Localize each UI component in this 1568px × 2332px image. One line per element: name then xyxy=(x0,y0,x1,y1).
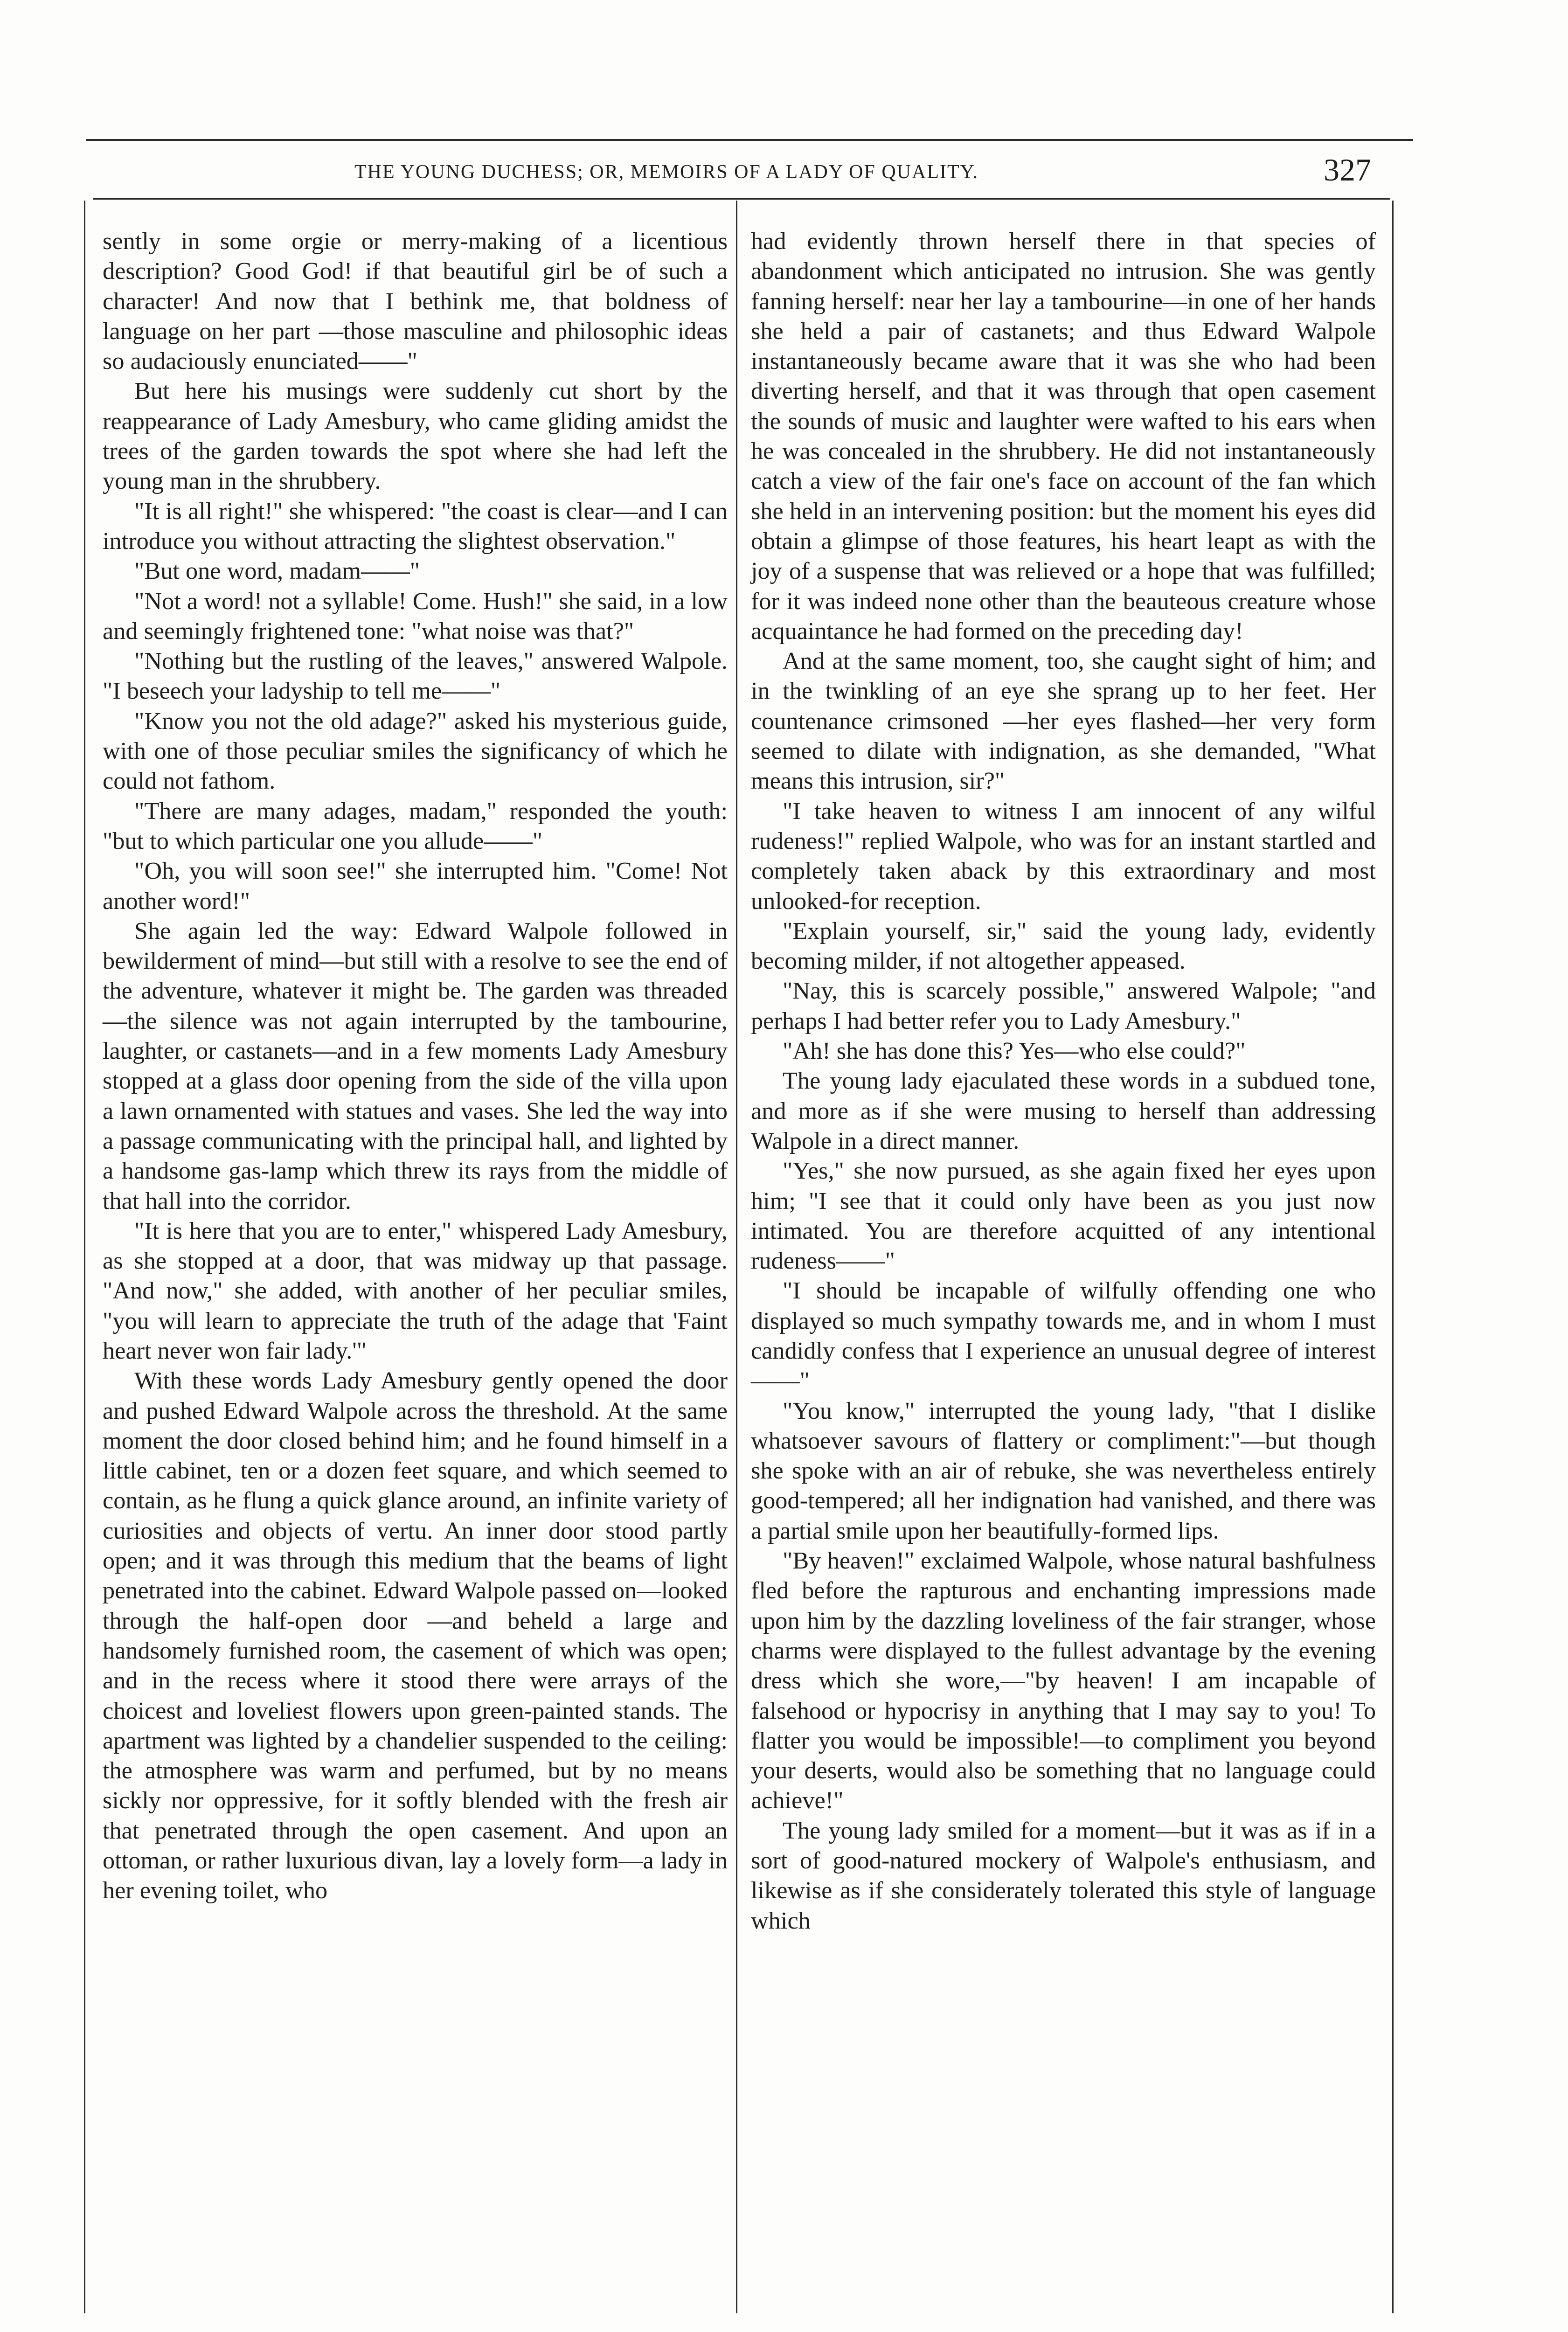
paragraph: "I should be incapable of wilfully offending one who displayed so much sympathy towards me, and in whom I must candidly confess that I experience an unusual degree of interest——" xyxy=(751,1277,1376,1395)
paragraph: "It is all right!" she whispered: "the coast is clear—and I can introduce you without attracting the slightest observation." xyxy=(103,497,728,555)
paragraph: "But one word, madam——" xyxy=(134,557,420,585)
right-column xyxy=(751,226,1376,1936)
paragraph: "Know you not the old adage?" asked his mysterious guide, with one of those peculiar smiles the significancy of which he could not fathom. xyxy=(103,707,728,795)
paragraph: The young lady ejaculated these words in a subdued tone, and more as if she were musing to herself than addressing Walpole in a direct manner. xyxy=(751,1067,1376,1154)
paragraph: "Nay, this is scarcely possible," answered Walpole; "and perhaps I had better refer you to Lady Amesbury." xyxy=(751,977,1376,1034)
page-header xyxy=(107,152,1371,196)
paragraph: "Ah! she has done this? Yes—who else could?" xyxy=(783,1037,1246,1065)
header-rule xyxy=(93,198,1390,200)
paragraph: "By heaven!" exclaimed Walpole, whose natural bashfulness fled before the rapturous and enchanting impressions made upon him by the dazzling loveliness of the fair stranger, whose charms were displayed to the fullest advantage by the evening dress which she wore,—"by heaven! I am incapable of falsehood or hypocrisy in anything that I may say to you! To flatter you would be impossible!—to compliment you beyond your deserts, would also be something that no language could achieve!" xyxy=(751,1547,1376,1814)
column-divider xyxy=(736,201,737,2313)
paragraph: "Nothing but the rustling of the leaves," answered Walpole. "I beseech your ladyship to tell me——" xyxy=(103,647,728,705)
paragraph: The young lady smiled for a moment—but it was as if in a sort of good-natured mockery of Walpole's enthusiasm, and likewise as if she considerately tolerated this style of language which xyxy=(751,1817,1376,1934)
paragraph: "There are many adages, madam," responded the youth: "but to which particular one you allude——" xyxy=(103,797,728,854)
paragraph: "Yes," she now pursued, as she again fixed her eyes upon him; "I see that it could only have been as you just now intimated. You are therefore acquitted of any intentional rudeness——" xyxy=(751,1157,1376,1275)
paragraph: sently in some orgie or merry-making of a licentious description? Good God! if that beautiful girl be of such a character! And now that I bethink me, that boldness of language on her part —those masculine and philosophic ideas so audaciously enunciated——" xyxy=(103,228,728,375)
paragraph: "Oh, you will soon see!" she interrupted him. "Come! Not another word!" xyxy=(103,857,728,915)
running-title: THE YOUNG DUCHESS; OR, MEMOIRS OF A LADY OF QUALITY. xyxy=(354,161,979,183)
paragraph: "Not a word! not a syllable! Come. Hush!" she said, in a low and seemingly frightened tone: "what noise was that?" xyxy=(103,587,728,645)
right-border-rule xyxy=(1392,201,1394,2313)
paragraph: "You know," interrupted the young lady, "that I dislike whatsoever savours of flattery or compliment:"—but though she spoke with an air of rebuke, she was nevertheless entirely good-tempered; all her indignation had vanished, and there was a partial smile upon her beautifully-formed lips. xyxy=(751,1397,1376,1544)
paragraph: "It is here that you are to enter," whispered Lady Amesbury, as she stopped at a door, that was midway up that passage. "And now," she added, with another of her peculiar smiles, "you will learn to appreciate the truth of the adage that 'Faint heart never won fair lady.'" xyxy=(103,1217,728,1364)
top-rule xyxy=(86,139,1413,141)
text-body xyxy=(0,201,1568,2332)
paragraph: And at the same moment, too, she caught sight of him; and in the twinkling of an eye she sprang up to her feet. Her countenance crimsoned —her eyes flashed—her very form seemed to dilate with indignation, as she demanded, "What means this intrusion, sir?" xyxy=(751,647,1376,795)
paragraph: "Explain yourself, sir," said the young lady, evidently becoming milder, if not altogether appeased. xyxy=(751,917,1376,975)
paragraph: With these words Lady Amesbury gently opened the door and pushed Edward Walpole across the threshold. At the same moment the door closed behind him; and he found himself in a little cabinet, ten or a dozen feet square, and which seemed to contain, as he flung a quick glance around, an infinite variety of curiosities and objects of vertu. An inner door stood partly open; and it was through this medium that the beams of light penetrated into the cabinet. Edward Walpole passed on—looked through the half-open door —and beheld a large and handsomely furnished room, the casement of which was open; and in the recess where it stood there were arrays of the choicest and loveliest flowers upon green-painted stands. The apartment was lighted by a chandelier suspended to the ceiling: the atmosphere was warm and perfumed, but by no means sickly nor oppressive, for it softly blended with the fresh air that penetrated through the open casement. And upon an ottoman, or rather luxurious divan, lay a lovely form—a lady in her evening toilet, who xyxy=(103,1367,728,1904)
paragraph: She again led the way: Edward Walpole followed in bewilderment of mind—but still with a resolve to see the end of the adventure, whatever it might be. The garden was threaded—the silence was not again interrupted by the tambourine, laughter, or castanets—and in a few moments Lady Amesbury stopped at a glass door opening from the side of the villa upon a lawn ornamented with statues and vases. She led the way into a passage communicating with the principal hall, and lighted by a handsome gas-lamp which threw its rays from the middle of that hall into the corridor. xyxy=(103,917,728,1215)
left-border-rule xyxy=(84,201,85,2313)
left-column xyxy=(103,226,728,1906)
paragraph: had evidently thrown herself there in that species of abandonment which anticipated no intrusion. She was gently fanning herself: near her lay a tambourine—in one of her hands she held a pair of castanets; and thus Edward Walpole instantaneously became aware that it was she who had been diverting herself, and that it was through that open casement the sounds of music and laughter were wafted to his ears when he was concealed in the shrubbery. He did not instantaneously catch a view of the fair one's face on account of the fan which she held in an intervening position: but the moment his eyes did obtain a glimpse of those features, his heart leapt as with the joy of a suspense that was relieved or a hope that was fulfilled; for it was indeed none other than the beauteous creature whose acquaintance he had formed on the preceding day! xyxy=(751,228,1376,645)
paragraph: But here his musings were suddenly cut short by the reappearance of Lady Amesbury, who came gliding amidst the trees of the garden towards the spot where she had left the young man in the shrubbery. xyxy=(103,377,728,495)
page-number: 327 xyxy=(1324,152,1371,187)
paragraph: "I take heaven to witness I am innocent of any wilful rudeness!" replied Walpole, who was for an instant startled and completely taken aback by this extraordinary and most unlooked-for reception. xyxy=(751,797,1376,915)
